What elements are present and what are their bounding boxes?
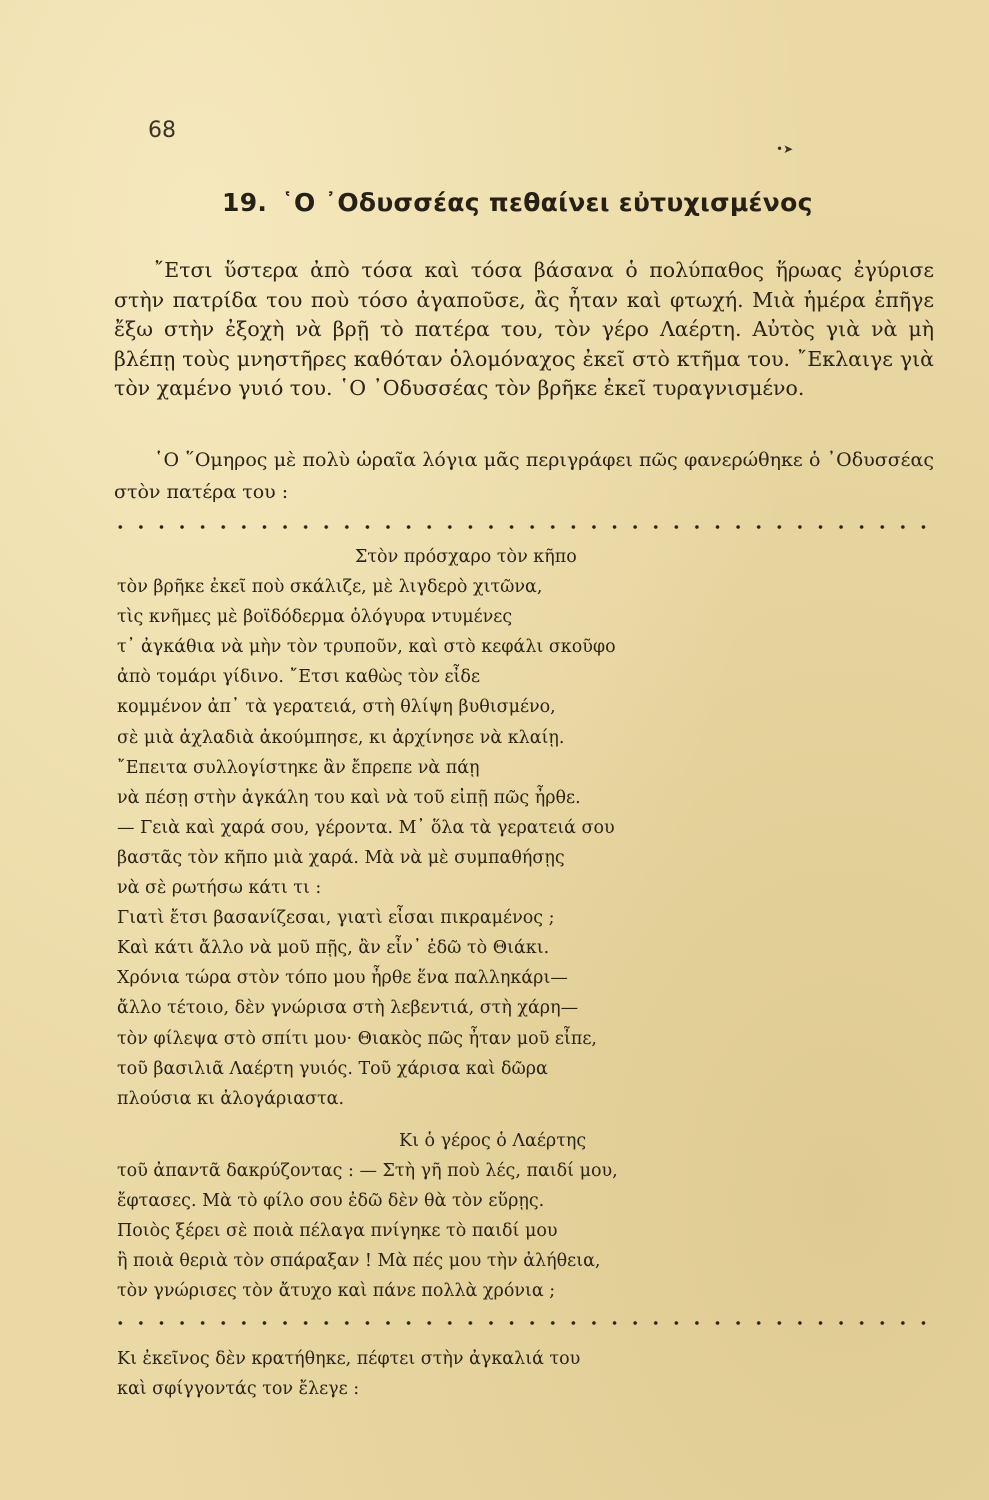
verse-line: ἄλλο τέτοιο, δὲν γνώρισα στὴ λεβεντιά, στὴ χάρη— <box>117 998 579 1019</box>
ornament-mark: •➤ <box>776 142 794 156</box>
verse-line: κομμένον ἀπ᾿ τὰ γερατειά, στὴ θλίψη βυθισμένο, <box>117 697 556 718</box>
verse-line: τὶς κνῆμες μὲ βοϊδόδερμα ὁλόγυρα ντυμένες <box>117 607 513 628</box>
verse-line: Καὶ κάτι ἄλλο νὰ μοῦ πῇς, ἂν εἶν᾿ ἐδῶ τὸ Θιάκι. <box>117 938 550 959</box>
verse-line: βαστᾶς τὸν κῆπο μιὰ χαρά. Μὰ νὰ μὲ συμπαθήσῃς <box>117 847 565 868</box>
homer-paragraph <box>114 444 934 508</box>
verse-line: ῎Επειτα συλλογίστηκε ἂν ἔπρεπε νὰ πάῃ <box>117 757 480 778</box>
verse-line: — Γειὰ καὶ χαρά σου, γέροντα. Μ᾿ ὅλα τὰ γερατειά σου <box>117 817 615 838</box>
verse-line: ἀπὸ τομάρι γίδινο. ῎Ετσι καθὼς τὸν εἶδε <box>117 667 481 688</box>
verse-line: καὶ σφίγγοντάς τον ἔλεγε : <box>117 1379 360 1400</box>
verse-line: ἔφτασες. Μὰ τὸ φίλο σου ἐδῶ δὲν θὰ τὸν εὕρῃς. <box>117 1191 545 1212</box>
paragraph-text: ῎Ετσι ὕστερα ἀπὸ τόσα καὶ τόσα βάσανα ὁ πολύπαθος ἥρωας ἐγύρισε στὴν πατρίδα του ποὺ τόσο ἀγαποῦσε, ἂς ἦταν καὶ φτωχή. Μιὰ ἡμέρα ἐπῆγε ἔξω στὴν ἐξοχὴ νὰ βρῇ τὸ πατέρα του, τὸν γέρο Λαέρτη. Αὐτὸς γιὰ νὰ μὴ βλέπῃ τοὺς μνηστῆρες καθόταν ὁλομόναχος ἐκεῖ στὸ κτῆμα του. ῎Εκλαιγε γιὰ τὸν χαμένο γυιό του. ῾Ο ᾿Οδυσσέας τὸν βρῆκε ἐκεῖ τυραγνισμένο. <box>114 258 934 400</box>
verse-line: τοῦ ἀπαντᾶ δακρύζοντας : — Στὴ γῆ ποὺ λές, παιδί μου, <box>117 1161 618 1182</box>
ellipsis-dot-row <box>110 524 935 530</box>
verse-block-2 <box>117 1126 917 1307</box>
verse-line: τοῦ βασιλιᾶ Λαέρτη γυιός. Τοῦ χάρισα καὶ δῶρα <box>117 1058 548 1079</box>
chapter-title-text: ῾Ο ᾿Οδυσσέας πεθαίνει εὐτυχισμένος <box>281 188 813 217</box>
page-number: 68 <box>148 118 176 143</box>
verse-line: Κι ὁ γέρος ὁ Λαέρτης <box>399 1131 587 1151</box>
verse-line: τὸν γνώρισες τὸν ἄτυχο καὶ πάνε πολλὰ χρόνια ; <box>117 1281 556 1302</box>
verse-line: Στὸν πρόσχαρο τὸν κῆπο <box>355 547 577 567</box>
verse-line: σὲ μιὰ ἀχλαδιὰ ἀκούμπησε, κι ἀρχίνησε νὰ κλαίῃ. <box>117 727 565 748</box>
verse-line: ἢ ποιὰ θεριὰ τὸν σπάραξαν ! Μὰ πές μου τὴν ἀλήθεια, <box>117 1251 601 1272</box>
verse-line: τὸν φίλεψα στὸ σπίτι μου· Θιακὸς πῶς ἦταν μοῦ εἶπε, <box>117 1028 597 1049</box>
verse-line: Χρόνια τώρα στὸν τόπο μου ἦρθε ἕνα παλληκάρι— <box>117 968 568 989</box>
intro-paragraph <box>114 256 934 404</box>
verse-line: τ᾿ ἀγκάθια νὰ μὴν τὸν τρυποῦν, καὶ στὸ κεφάλι σκοῦφο <box>117 637 616 658</box>
verse-block-3 <box>117 1344 917 1404</box>
paragraph-text: ῾Ο ῞Ομηρος μὲ πολὺ ὡραῖα λόγια μᾶς περιγράφει πῶς φανερώθηκε ὁ ᾿Οδυσσέας στὸν πατέρα του : <box>114 449 934 503</box>
verse-line: πλούσια κι ἀλογάριαστα. <box>117 1088 345 1109</box>
chapter-title <box>222 188 822 217</box>
verse-block-1 <box>117 542 917 1114</box>
verse-line: νὰ πέσῃ στὴν ἀγκάλη του καὶ νὰ τοῦ εἰπῇ πῶς ἦρθε. <box>117 787 581 808</box>
verse-line: τὸν βρῆκε ἐκεῖ ποὺ σκάλιζε, μὲ λιγδερὸ χιτῶνα, <box>117 577 543 598</box>
verse-line: νὰ σὲ ρωτήσω κάτι τι : <box>117 878 322 899</box>
ellipsis-dot-row <box>110 1320 935 1326</box>
chapter-number: 19. <box>222 188 268 217</box>
verse-line: Ποιὸς ξέρει σὲ ποιὰ πέλαγα πνίγηκε τὸ παιδί μου <box>117 1221 558 1242</box>
verse-line: Κι ἐκεῖνος δὲν κρατήθηκε, πέφτει στὴν ἀγκαλιά του <box>117 1349 581 1369</box>
verse-line: Γιατὶ ἔτσι βασανίζεσαι, γιατὶ εἶσαι πικραμένος ; <box>117 908 555 929</box>
